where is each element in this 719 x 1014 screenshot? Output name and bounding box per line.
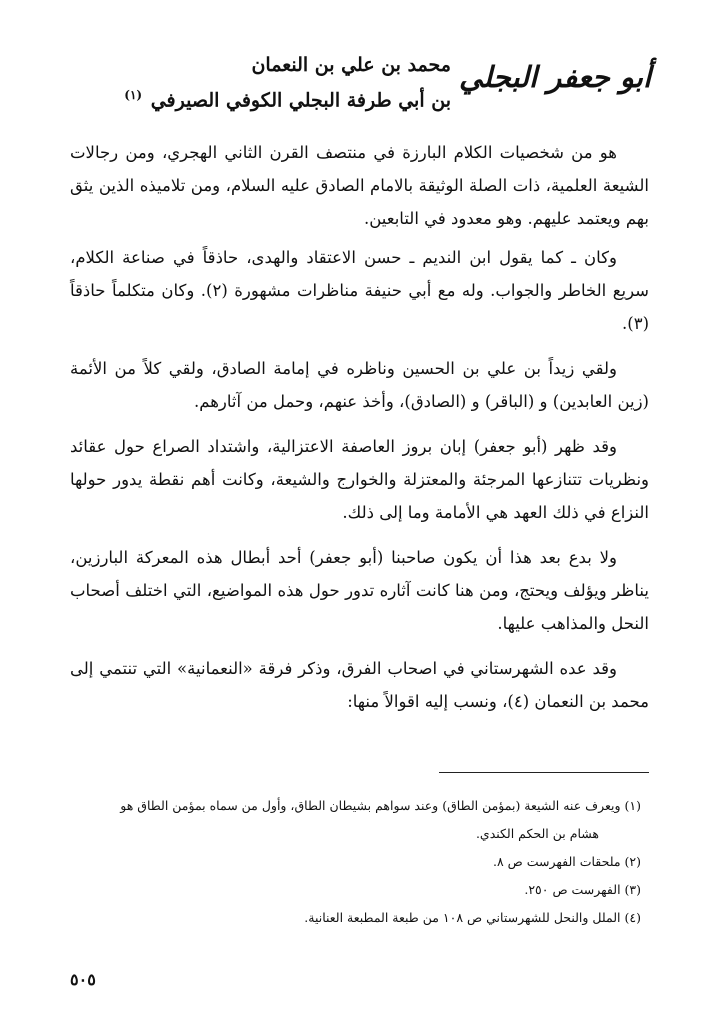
title-line-1-text: محمد بن علي بن النعمان <box>251 54 451 76</box>
footnote-continuation: هشام بن الحكم الكندي. <box>475 826 599 841</box>
title-footnote-ref: (١) <box>124 88 143 102</box>
header-name: أبو جعفر البجلي <box>458 60 651 94</box>
footnotes <box>70 792 641 932</box>
page-number: ٥٠٥ <box>70 970 96 989</box>
paragraph: وقد عده الشهرستاني في اصحاب الفرق، وذكر فرقة «النعمانية» التي تنتمي إلى محمد بن النعمان (٤)، ونسب إليه اقوالاً منها: <box>70 659 649 711</box>
paragraph: ولا بدع بعد هذا أن يكون صاحبنا (أبو جعفر) أحد أبطال هذه المعركة البارزين، يناظر ويؤلف ويحتج، ومن هنا كانت آثاره تدور حول هذه المواضيع، التي اختلف أصحاب النحل والمذاهب عليها. <box>70 548 649 633</box>
title-line-2 <box>124 88 451 111</box>
footnote: (٣) الفهرست ص ٢٥٠. <box>524 882 641 897</box>
paragraph: وقد ظهر (أبو جعفر) إبان بروز العاصفة الاعتزالية، واشتداد الصراع حول عقائد ونظريات تتنازعها المرجئة والمعتزلة والخوارج والشيعة، وكانت أهم نقطة يدور حولها النزاع في ذلك العهد هي الأمامة وما إلى ذلك. <box>70 437 649 522</box>
paragraph: هو من شخصيات الكلام البارزة في منتصف القرن الثاني الهجري، ومن رجالات الشيعة العلمية، ذات الصلة الوثيقة بالامام الصادق عليه السلام، ومن تلاميذه الذين يثق بهم ويعتمد عليهم. وهو معدود في التابعين. <box>70 143 649 228</box>
title-line-1 <box>251 54 451 76</box>
paragraph: وكان ـ كما يقول ابن النديم ـ حسن الاعتقاد والهدى، حاذقاً في صناعة الكلام، سريع الخاطر والجواب. وله مع أبي حنيفة مناظرات مشهورة (٢). وكان متكلماً حاذقاً (٣). <box>70 248 649 333</box>
footnote-divider <box>439 772 649 773</box>
title-line-2-text: بن أبي طرفة البجلي الكوفي الصيرفي <box>150 89 451 112</box>
paragraph: ولقي زيداً بن علي بن الحسين وناظره في إمامة الصادق، ولقي كلاً من الأئمة (زين العابدين) و (الباقر) و (الصادق)، وأخذ عنهم، وحمل من آثارهم. <box>70 359 649 411</box>
body-text <box>70 136 649 724</box>
footnote: (٤) الملل والنحل للشهرستاني ص ١٠٨ من طبعة المطبعة العنانية. <box>304 910 641 925</box>
footnote: (١) ويعرف عنه الشيعة (بمؤمن الطاق) وعند سواهم بشيطان الطاق، وأول من سماه بمؤمن الطاق هو <box>120 798 641 813</box>
footnote: (٢) ملحقات الفهرست ص ٨. <box>492 854 641 869</box>
